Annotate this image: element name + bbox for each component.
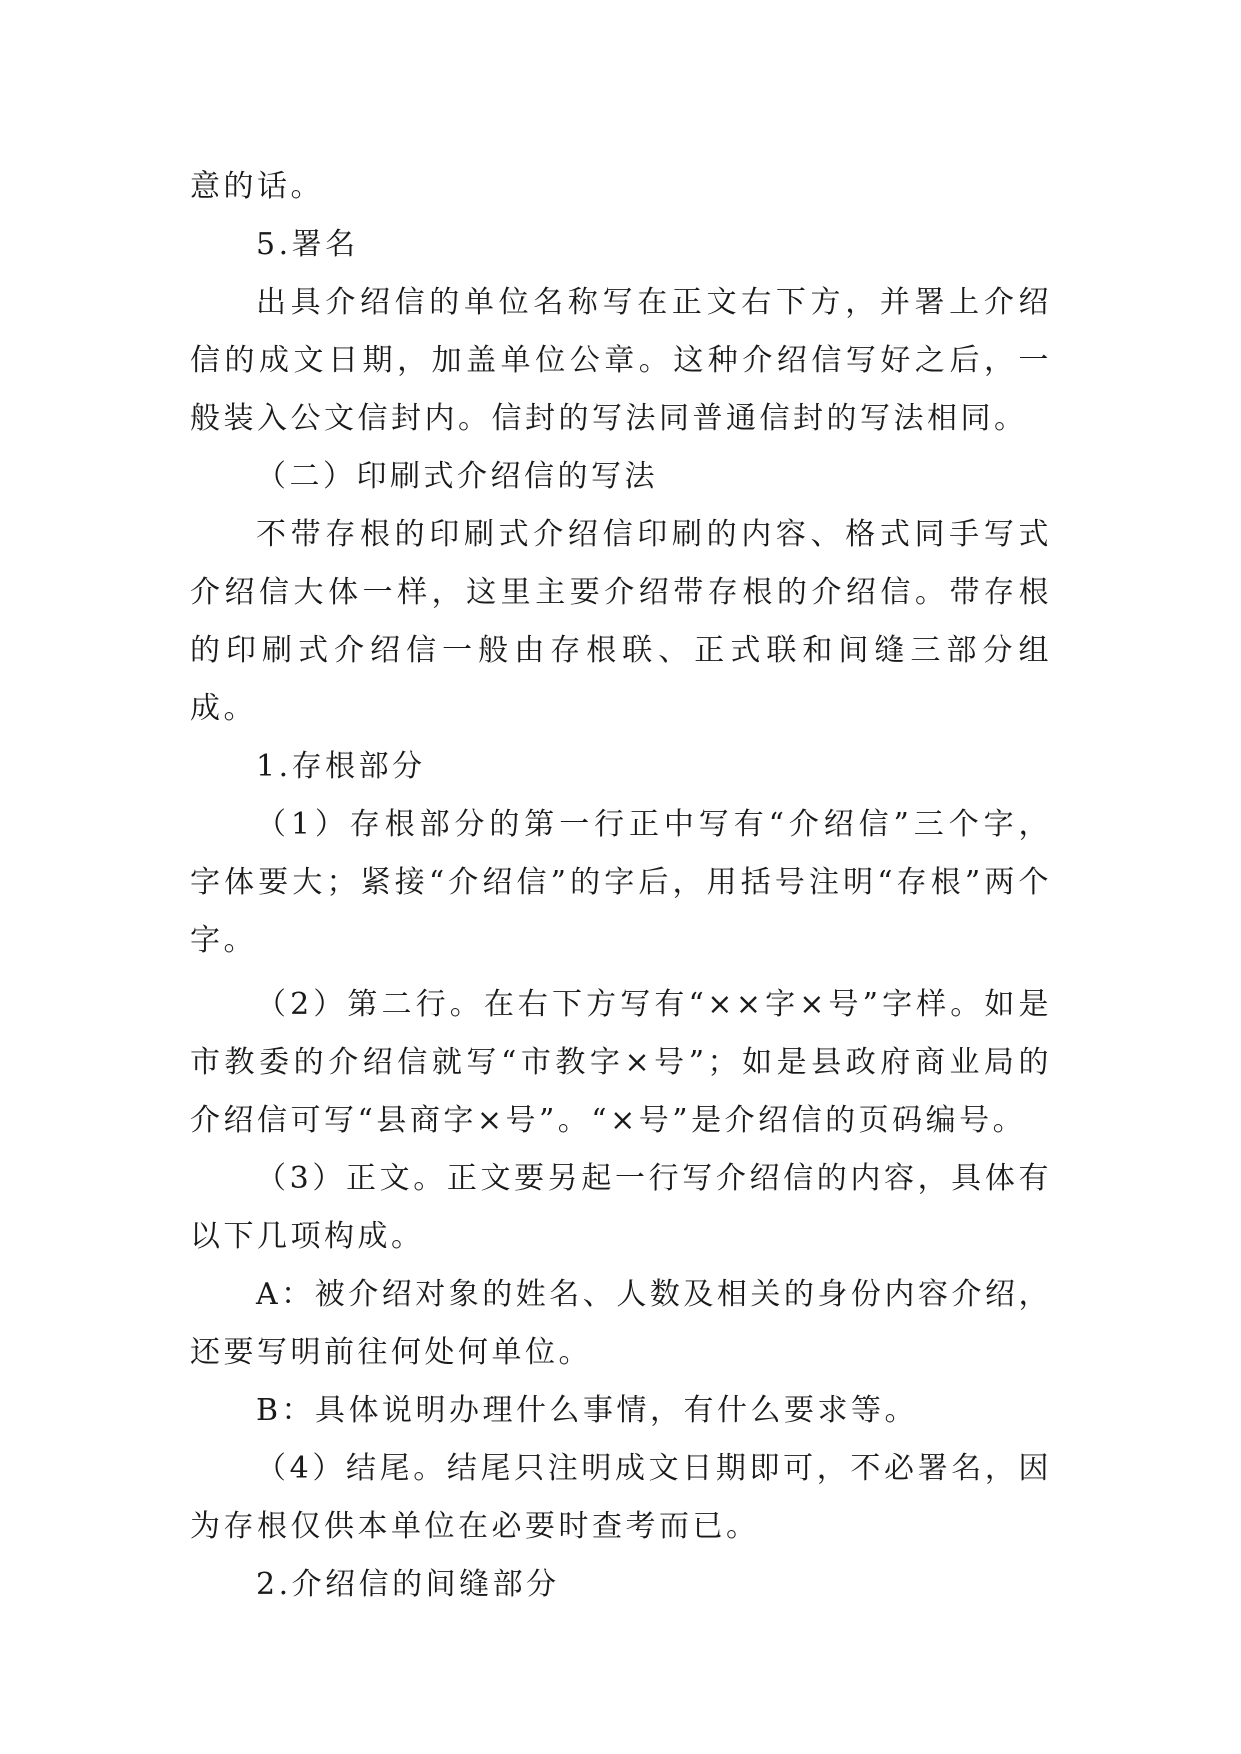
section-heading-printed-letter: （二）印刷式介绍信的写法 [256,459,658,494]
paragraph-stub-item-4: （4）结尾。结尾只注明成文日期即可，不必署名，因为存根仅供本单位在必要时查考而已。 [190,1451,1052,1544]
paragraph-continuation: 意的话。 [190,169,324,204]
section-heading-seam: 2.介绍信的间缝部分 [256,1567,560,1602]
paragraph-signature-description: 出具介绍信的单位名称写在正文右下方，并署上介绍信的成文日期，加盖单位公章。这种介绍信写好之后，一般装入公文信封内。信封的写法同普通信封的写法相同。 [190,285,1052,436]
paragraph-stub-item-1: （1）存根部分的第一行正中写有“介绍信”三个字，字体要大；紧接“介绍信”的字后，用括号注明“存根”两个字。 [190,807,1052,958]
paragraph-printed-letter-intro: 不带存根的印刷式介绍信印刷的内容、格式同手写式介绍信大体一样，这里主要介绍带存根的介绍信。带存根的印刷式介绍信一般由存根联、正式联和间缝三部分组成。 [190,517,1052,726]
paragraph-stub-item-a: A：被介绍对象的姓名、人数及相关的身份内容介绍，还要写明前往何处何单位。 [190,1277,1052,1370]
document-body [190,158,1052,1614]
paragraph-stub-item-3: （3）正文。正文要另起一行写介绍信的内容，具体有以下几项构成。 [190,1161,1052,1254]
section-heading-signature: 5.署名 [256,227,359,262]
paragraph-stub-item-b: B：具体说明办理什么事情，有什么要求等。 [256,1393,919,1428]
paragraph-stub-item-2: （2）第二行。在右下方写有“××字×号”字样。如是市教委的介绍信就写“市教字×号”；如是县政府商业局的介绍信可写“县商字×号”。“×号”是介绍信的页码编号。 [190,987,1052,1138]
section-heading-stub: 1.存根部分 [256,749,426,784]
